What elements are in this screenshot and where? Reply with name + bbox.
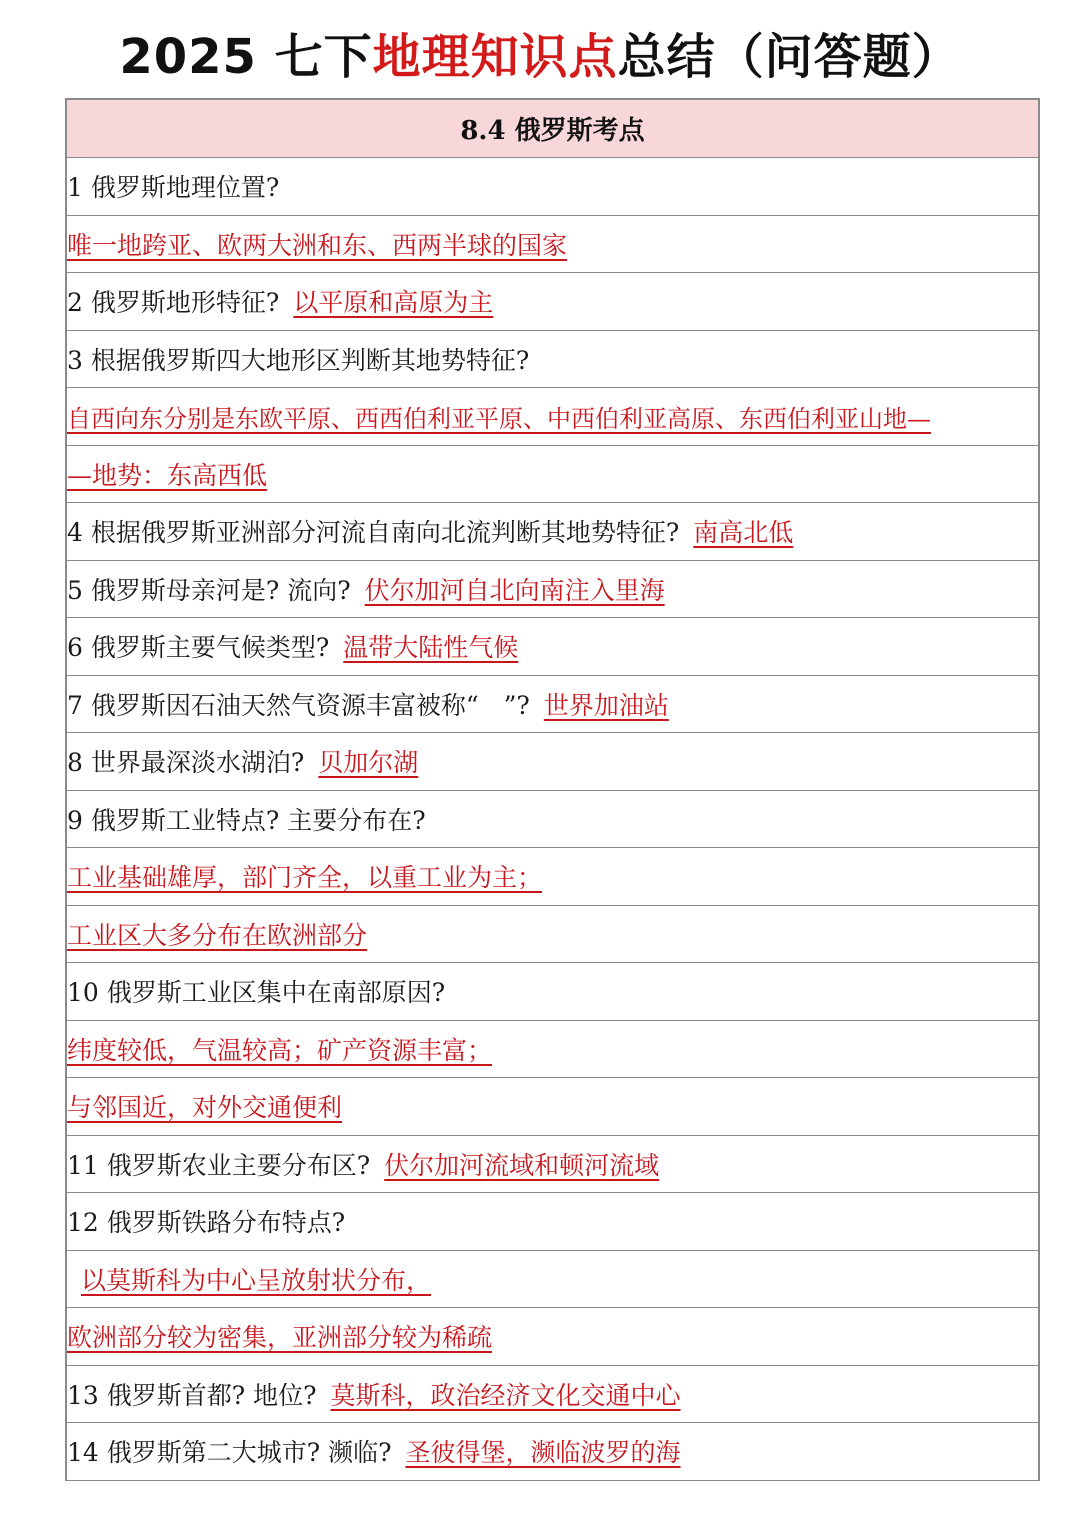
table-row [67,388,1038,446]
answer-text: 与邻国近，对外交通便利 [67,1093,343,1123]
question-text: 2 俄罗斯地形特征? [67,288,280,318]
answer-text: —地势：东高西低 [67,460,268,490]
table-row [67,676,1038,734]
table-row [67,1423,1038,1481]
title-part-year: 2025 七下 [119,29,373,85]
table-row [67,446,1038,504]
question-text: 10 俄罗斯工业区集中在南部原因? [67,978,446,1008]
table-row [67,1251,1038,1309]
answer-text: 工业区大多分布在欧洲部分 [67,920,368,950]
question-text: 8 世界最深淡水湖泊? [67,748,305,778]
table-row [67,1136,1038,1194]
title-part-suffix: 总结（问答题） [617,29,961,85]
table-row [67,906,1038,964]
question-text: 4 根据俄罗斯亚洲部分河流自南向北流判断其地势特征? [67,518,680,548]
question-text: 1 俄罗斯地理位置? [67,173,280,203]
page-title [0,22,1080,92]
question-text: 13 俄罗斯首都? 地位? [67,1380,317,1410]
table-row [67,503,1038,561]
answer-text: 世界加油站 [543,690,669,720]
question-text: 9 俄罗斯工业特点? 主要分布在? [67,805,426,835]
answer-text: 南高北低 [693,518,794,548]
answer-text: 圣彼得堡，濒临波罗的海 [405,1438,681,1468]
table-row [67,1193,1038,1251]
answer-text: 唯一地跨亚、欧两大洲和东、西两半球的国家 [67,230,568,260]
table-row [67,1366,1038,1424]
answer-text: 贝加尔湖 [318,748,419,778]
table-row [67,273,1038,331]
answer-text: 以莫斯科为中心呈放射状分布， [81,1265,432,1295]
table-row [67,331,1038,389]
table-row [67,1308,1038,1366]
section-header-label: 8.4 俄罗斯考点 [460,116,645,146]
table-row [67,848,1038,906]
answer-text: 莫斯科，政治经济文化交通中心 [330,1380,681,1410]
qa-table [65,98,1040,1481]
question-text: 6 俄罗斯主要气候类型? [67,633,330,663]
table-row [67,1021,1038,1079]
answer-text: 欧洲部分较为密集，亚洲部分较为稀疏 [67,1323,493,1353]
table-row [67,618,1038,676]
section-header [67,100,1038,158]
question-text: 12 俄罗斯铁路分布特点? [67,1208,346,1238]
table-row [67,158,1038,216]
answer-text: 自西向东分别是东欧平原、西西伯利亚平原、中西伯利亚高原、东西伯利亚山地— [67,404,931,433]
question-text: 11 俄罗斯农业主要分布区? [67,1150,371,1180]
table-row [67,216,1038,274]
answer-text: 纬度较低，气温较高；矿产资源丰富； [67,1035,493,1065]
question-text: 5 俄罗斯母亲河是? 流向? [67,575,351,605]
answer-text: 工业基础雄厚，部门齐全，以重工业为主； [67,863,543,893]
answer-text: 温带大陆性气候 [343,633,519,663]
question-text: 14 俄罗斯第二大城市? 濒临? [67,1438,392,1468]
title-part-highlight: 地理知识点 [372,29,618,85]
answer-text: 以平原和高原为主 [293,288,494,318]
table-row [67,791,1038,849]
question-text: 7 俄罗斯因石油天然气资源丰富被称“ ”? [67,690,530,720]
table-row [67,1078,1038,1136]
answer-text: 伏尔加河自北向南注入里海 [364,575,665,605]
table-row [67,963,1038,1021]
answer-text: 伏尔加河流域和顿河流域 [384,1150,660,1180]
table-row [67,561,1038,619]
question-text: 3 根据俄罗斯四大地形区判断其地势特征? [67,345,530,375]
table-row [67,733,1038,791]
